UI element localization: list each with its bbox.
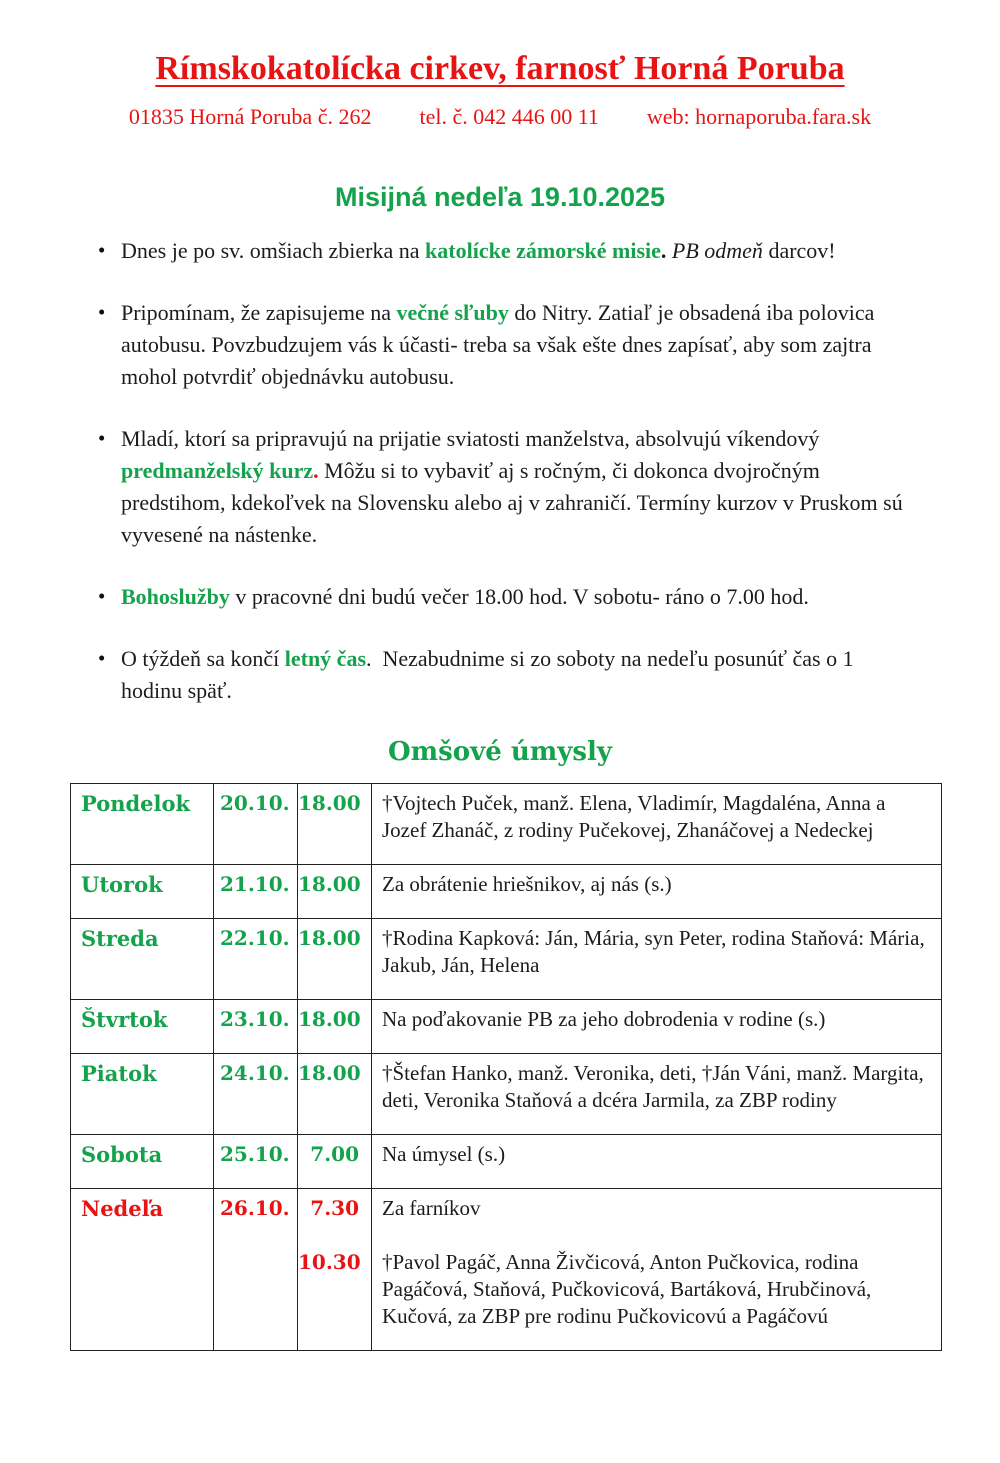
bullet-item (97, 643, 903, 707)
time-cell (298, 1135, 372, 1188)
day-cell (71, 1000, 214, 1053)
mass-table (70, 783, 942, 1351)
text-segment: O týždeň sa končí (121, 646, 285, 671)
time-cell (298, 784, 372, 864)
day-label: Nedeľa (81, 1196, 164, 1221)
day-cell (71, 1054, 214, 1134)
day-label: Pondelok (81, 791, 191, 816)
day-label: Sobota (81, 1142, 163, 1167)
entry-time: 7.30 (310, 1196, 359, 1220)
bullet-item (97, 581, 903, 613)
entry-text: Na úmysel (s.) (382, 1142, 506, 1166)
text-segment: . Nezabudnime si zo soboty na nedeľu posunúť čas o 1 hodinu späť. (121, 646, 860, 703)
date-label: 23.10. (220, 1007, 290, 1031)
date-label: 26.10. (220, 1196, 290, 1220)
text-segment: predmanželský kurz (121, 458, 314, 483)
entry-time: 18.00 (298, 926, 361, 950)
day-cell (71, 784, 214, 864)
entry-time: 18.00 (298, 1061, 361, 1085)
text-segment: Bohoslužby (121, 584, 230, 609)
date-label: 25.10. (220, 1142, 290, 1166)
day-label: Streda (81, 926, 159, 951)
day-label: Štvrtok (81, 1007, 168, 1032)
bullet-item (97, 297, 903, 393)
text-segment: PB odmeň (671, 238, 763, 263)
intention-cell (372, 1054, 941, 1134)
entry-time: 18.00 (298, 872, 361, 896)
table-row (71, 1135, 941, 1189)
text-segment: . (660, 238, 667, 263)
text-segment: Pripomínam, že zapisujeme na (121, 300, 397, 325)
entry-time: 18.00 (298, 791, 361, 815)
entry-text: Za obrátenie hriešnikov, aj nás (s.) (382, 872, 672, 896)
contact-web: web: hornaporuba.fara.sk (646, 104, 872, 129)
day-cell (71, 919, 214, 999)
page-title: Rímskokatolícka cirkev, farnosť Horná Poruba (155, 50, 845, 87)
text-segment: večné sľuby (396, 300, 509, 325)
contact-phone: tel. č. 042 446 00 11 (419, 104, 599, 129)
text-segment: katolícke zámorské misie (425, 238, 661, 263)
entry-time: 7.00 (310, 1142, 359, 1166)
text-segment: letný čas (284, 646, 366, 671)
date-cell (214, 1000, 298, 1053)
contact-address: 01835 Horná Poruba č. 262 (128, 104, 372, 129)
entry-text: †Pavol Pagáč, Anna Živčicová, Anton Pučkovica, rodina Pagáčová, Staňová, Pučkovicová, Bartáková, Hrubčinová, Kučová, za ZBP pre rodinu Pučkovicovú a Pagáčovú (382, 1250, 872, 1328)
text-segment: Dnes je po sv. omšiach zbierka na (121, 238, 426, 263)
announcements-heading: Misijná nedeľa 19.10.2025 (334, 182, 666, 212)
text-segment: do Nitry. Zatiaľ je obsadená iba polovica autobusu. Povzbudzujem vás k účasti- treba sa však ešte dnes zapísať, aby som zajtra mohol potvrdiť objednávku autobusu. (121, 300, 880, 389)
entry-text: †Vojtech Puček, manž. Elena, Vladimír, Magdaléna, Anna a Jozef Zhanáč, z rodiny Pučekovej, Zhanáčovej a Nedeckej (382, 791, 886, 842)
entry-text: Za farníkov (382, 1196, 481, 1220)
date-label: 24.10. (220, 1061, 290, 1085)
time-cell (298, 919, 372, 999)
intention-cell (372, 865, 941, 918)
intention-cell (372, 1189, 941, 1350)
table-row (71, 865, 941, 919)
entry-time: 18.00 (298, 1007, 361, 1031)
bullet-item (97, 423, 909, 551)
intention-cell (372, 919, 941, 999)
date-label: 22.10. (220, 926, 290, 950)
entry-time: 10.30 (298, 1250, 361, 1274)
table-row (71, 1189, 941, 1350)
date-cell (214, 865, 298, 918)
bullet-list (97, 235, 909, 707)
text-segment: v pracovné dni budú večer 18.00 hod. V sobotu- ráno o 7.00 hod. (229, 584, 809, 609)
parish-bulletin-page (0, 50, 1000, 1463)
date-cell (214, 1054, 298, 1134)
date-label: 20.10. (220, 791, 290, 815)
intention-cell (372, 784, 941, 864)
date-cell (214, 1135, 298, 1188)
entry-text: †Rodina Kapková: Ján, Mária, syn Peter, rodina Staňová: Mária, Jakub, Ján, Helena (382, 926, 925, 977)
date-label: 21.10. (220, 872, 290, 896)
bullet-item (97, 235, 903, 267)
text-segment: Mladí, ktorí sa pripravujú na prijatie sviatosti manželstva, absolvujú víkendový (121, 426, 825, 451)
time-cell (298, 865, 372, 918)
table-row (71, 1054, 941, 1135)
table-row (71, 919, 941, 1000)
time-cell (298, 1054, 372, 1134)
intention-cell (372, 1000, 941, 1053)
time-cell (298, 1189, 372, 1350)
day-cell (71, 1189, 214, 1350)
day-label: Piatok (81, 1061, 157, 1086)
date-cell (214, 784, 298, 864)
contact-line (0, 104, 1000, 130)
text-segment: Môžu si to vybaviť aj s ročným, či dokonca dvojročným predstihom, kdekoľvek na Slovensku alebo aj v zahraničí. Termíny kurzov v Pruskom sú vyvesené na nástenke. (121, 458, 909, 547)
table-heading: Omšové úmysly (388, 737, 612, 767)
table-row (71, 1000, 941, 1054)
text-segment: darcov! (762, 238, 836, 263)
table-row (71, 784, 941, 865)
entry-text: Na poďakovanie PB za jeho dobrodenia v rodine (s.) (382, 1007, 826, 1031)
day-cell (71, 1135, 214, 1188)
day-cell (71, 865, 214, 918)
date-cell (214, 1189, 298, 1350)
entry-text: †Štefan Hanko, manž. Veronika, deti, †Ján Váni, manž. Margita, deti, Veronika Staňová a dcéra Jarmila, za ZBP rodiny (382, 1061, 924, 1112)
time-cell (298, 1000, 372, 1053)
day-label: Utorok (81, 872, 163, 897)
text-segment: . (313, 458, 319, 483)
intention-cell (372, 1135, 941, 1188)
date-cell (214, 919, 298, 999)
